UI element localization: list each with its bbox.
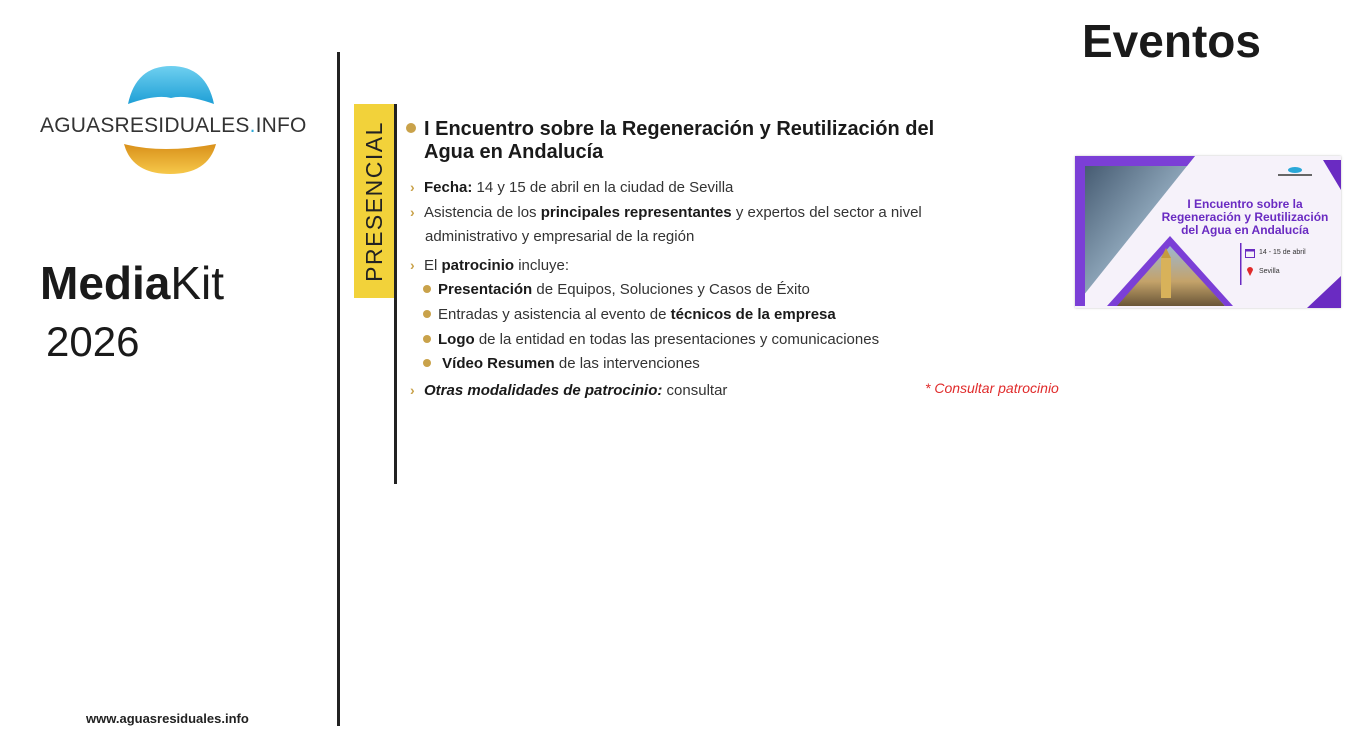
bullet-icon [406, 123, 416, 133]
divider-main [337, 52, 340, 726]
otras-modalidades-row: › Otras modalidades de patrocinio: consultar [410, 382, 728, 399]
logo-wave-top-icon [126, 64, 216, 106]
chevron-right-icon: › [410, 382, 415, 398]
mediakit-title: MediaKit [40, 257, 225, 309]
bullet-icon [423, 335, 431, 343]
chevron-right-icon: › [410, 204, 415, 220]
list-item: Vídeo Resumen de las intervenciones [423, 354, 700, 374]
presencial-label: PRESENCIAL [360, 120, 387, 282]
patrocinio-row: › El patrocinio incluye: [410, 257, 570, 274]
asistencia-row: › Asistencia de los principales representantes y expertos del sector a nivel [410, 204, 922, 221]
list-item: Presentación de Equipos, Soluciones y Casos de Éxito [423, 280, 810, 300]
mediakit-year: 2026 [46, 318, 140, 365]
list-item: Logo de la entidad en todas las presentaciones y comunicaciones [423, 330, 879, 350]
banner-city: Sevilla [1259, 268, 1280, 275]
bullet-icon [423, 285, 431, 293]
event-banner-image [1075, 156, 1341, 308]
website-url[interactable]: www.aguasresiduales.info [86, 711, 249, 726]
divider-section [394, 104, 397, 484]
bullet-icon [423, 359, 431, 367]
logo-text: AGUASRESIDUALES.INFO [40, 114, 307, 137]
location-pin-icon [1246, 265, 1254, 276]
list-item: Entradas y asistencia al evento de técnicos de la empresa [423, 305, 836, 325]
logo-wave-bottom-icon [122, 142, 218, 176]
chevron-right-icon: › [410, 179, 415, 195]
consultar-note: * Consultar patrocinio [925, 380, 1059, 396]
chevron-right-icon: › [410, 257, 415, 273]
bullet-icon [423, 310, 431, 318]
banner-date: 14 - 15 de abril [1259, 249, 1306, 256]
calendar-icon [1245, 248, 1255, 258]
event-title: I Encuentro sobre la Regeneración y Reutilización del Agua en Andalucía [406, 118, 966, 164]
asistencia-row-line2: administrativo y empresarial de la región [425, 228, 695, 245]
banner-title: I Encuentro sobre la Regeneración y Reutilización del Agua en Andalucía [1161, 197, 1329, 237]
fecha-row: › Fecha: 14 y 15 de abril en la ciudad de Sevilla [410, 179, 734, 196]
brand-logo [40, 62, 307, 182]
page-title: Eventos [1082, 15, 1261, 67]
